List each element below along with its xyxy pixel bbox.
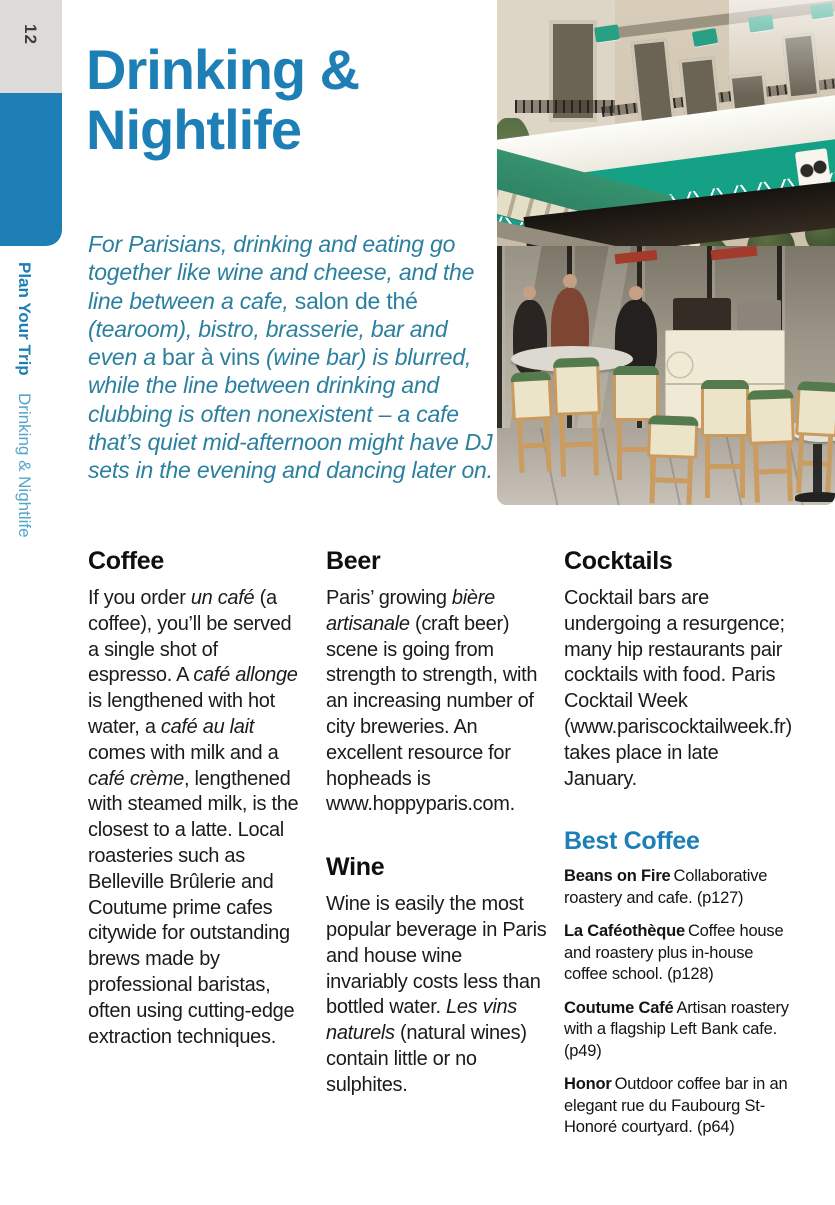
wine-paragraph: Wine is easily the most popular beverage in Paris and house wine invariably costs less than bottled water. Les vins naturels (natural wines) contain little or no sulphites.	[326, 893, 547, 1096]
espresso-machine	[673, 298, 731, 332]
page-title	[86, 40, 359, 160]
window	[631, 38, 676, 125]
coffee-paragraph: If you order un café (a coffee), you’ll be served a single shot of espresso. A café allonge is lengthened with hot water, a café au lait comes with milk and a café crème, lengthened with steamed milk, is the closest to a latte. Local roasteries such as Belleville Brûlerie and Coutume prime cafes citywide for outstanding brews made by professional baristas, often using cutting-edge extraction techniques.	[88, 587, 299, 1048]
sidebar-section-label: Plan Your Trip	[15, 262, 34, 376]
best-coffee-entry	[564, 921, 794, 986]
venue-name: Coutume Café	[564, 998, 674, 1017]
bistro-chair	[645, 415, 698, 505]
best-coffee-entry	[564, 1074, 794, 1139]
sidebar-vertical-label	[16, 262, 33, 538]
green-pennant	[594, 24, 620, 42]
bistro-chair	[701, 380, 749, 498]
cash-register	[737, 300, 781, 332]
section-heading-cocktails: Cocktails	[564, 547, 673, 575]
person-head	[629, 286, 643, 300]
best-coffee-entry	[564, 866, 794, 909]
venue-name: Honor	[564, 1075, 612, 1094]
bistro-chair	[510, 371, 555, 473]
green-pennant	[692, 28, 718, 47]
section-heading-coffee: Coffee	[88, 547, 164, 575]
venue-description: Artisan roastery with a flagship Left Bank cafe. (p49)	[564, 998, 789, 1060]
photo-glare	[729, 0, 835, 96]
page-number: 12	[21, 24, 40, 45]
chapter-color-tab	[0, 93, 62, 246]
page-title-line2: Nightlife	[86, 98, 301, 161]
best-coffee-entry	[564, 998, 794, 1063]
person-head	[523, 286, 536, 299]
sidebar-chapter-label: Drinking & Nightlife	[15, 393, 34, 538]
table-pedestal	[813, 444, 822, 498]
beer-paragraph: Paris’ growing bière artisanale (craft beer) scene is going from strength to strength, with an increasing number of city breweries. An excellent resource for hopheads is www.hoppyparis.com.	[326, 587, 538, 816]
page-number-tab	[0, 0, 62, 93]
intro-paragraph: For Parisians, drinking and eating go together like wine and cheese, and the line between a cafe, salon de thé (tearoom), bistro, brasserie, bar and even a bar à vins (wine bar) is blurred, while the line between drinking and clubbing is often nonexistent – a cafe that’s quiet mid-afternoon might have DJ sets in the evening and dancing later on.	[88, 231, 493, 484]
person-head	[563, 274, 577, 288]
section-heading-beer: Beer	[326, 547, 381, 575]
venue-name: La Caféothèque	[564, 922, 685, 941]
column-beer-wine	[326, 546, 548, 1099]
venue-name: Beans on Fire	[564, 867, 671, 886]
column-coffee	[88, 546, 306, 1050]
section-heading-wine: Wine	[326, 853, 385, 882]
venue-description: Outdoor coffee bar in an elegant rue du Faubourg St-Honoré courtyard. (p64)	[564, 1075, 788, 1137]
cocktails-paragraph: Cocktail bars are undergoing a resurgence; many hip restaurants pair cocktails with food. Paris Cocktail Week (www.pariscocktailweek.fr) takes place in late January.	[564, 587, 792, 790]
page-title-line1: Drinking &	[86, 38, 360, 101]
table-pedestal-base	[795, 492, 835, 502]
bistro-chair	[553, 357, 603, 477]
venue-description: Coffee house and roastery plus in-house coffee school. (p128)	[564, 922, 784, 984]
cafe-photo	[497, 0, 835, 505]
balcony-railing	[515, 100, 615, 113]
bistro-chair	[747, 389, 797, 503]
venue-description: Collaborative roastery and cafe. (p127)	[564, 867, 768, 907]
column-cocktails	[564, 546, 794, 1151]
section-heading-best-coffee: Best Coffee	[564, 827, 700, 856]
